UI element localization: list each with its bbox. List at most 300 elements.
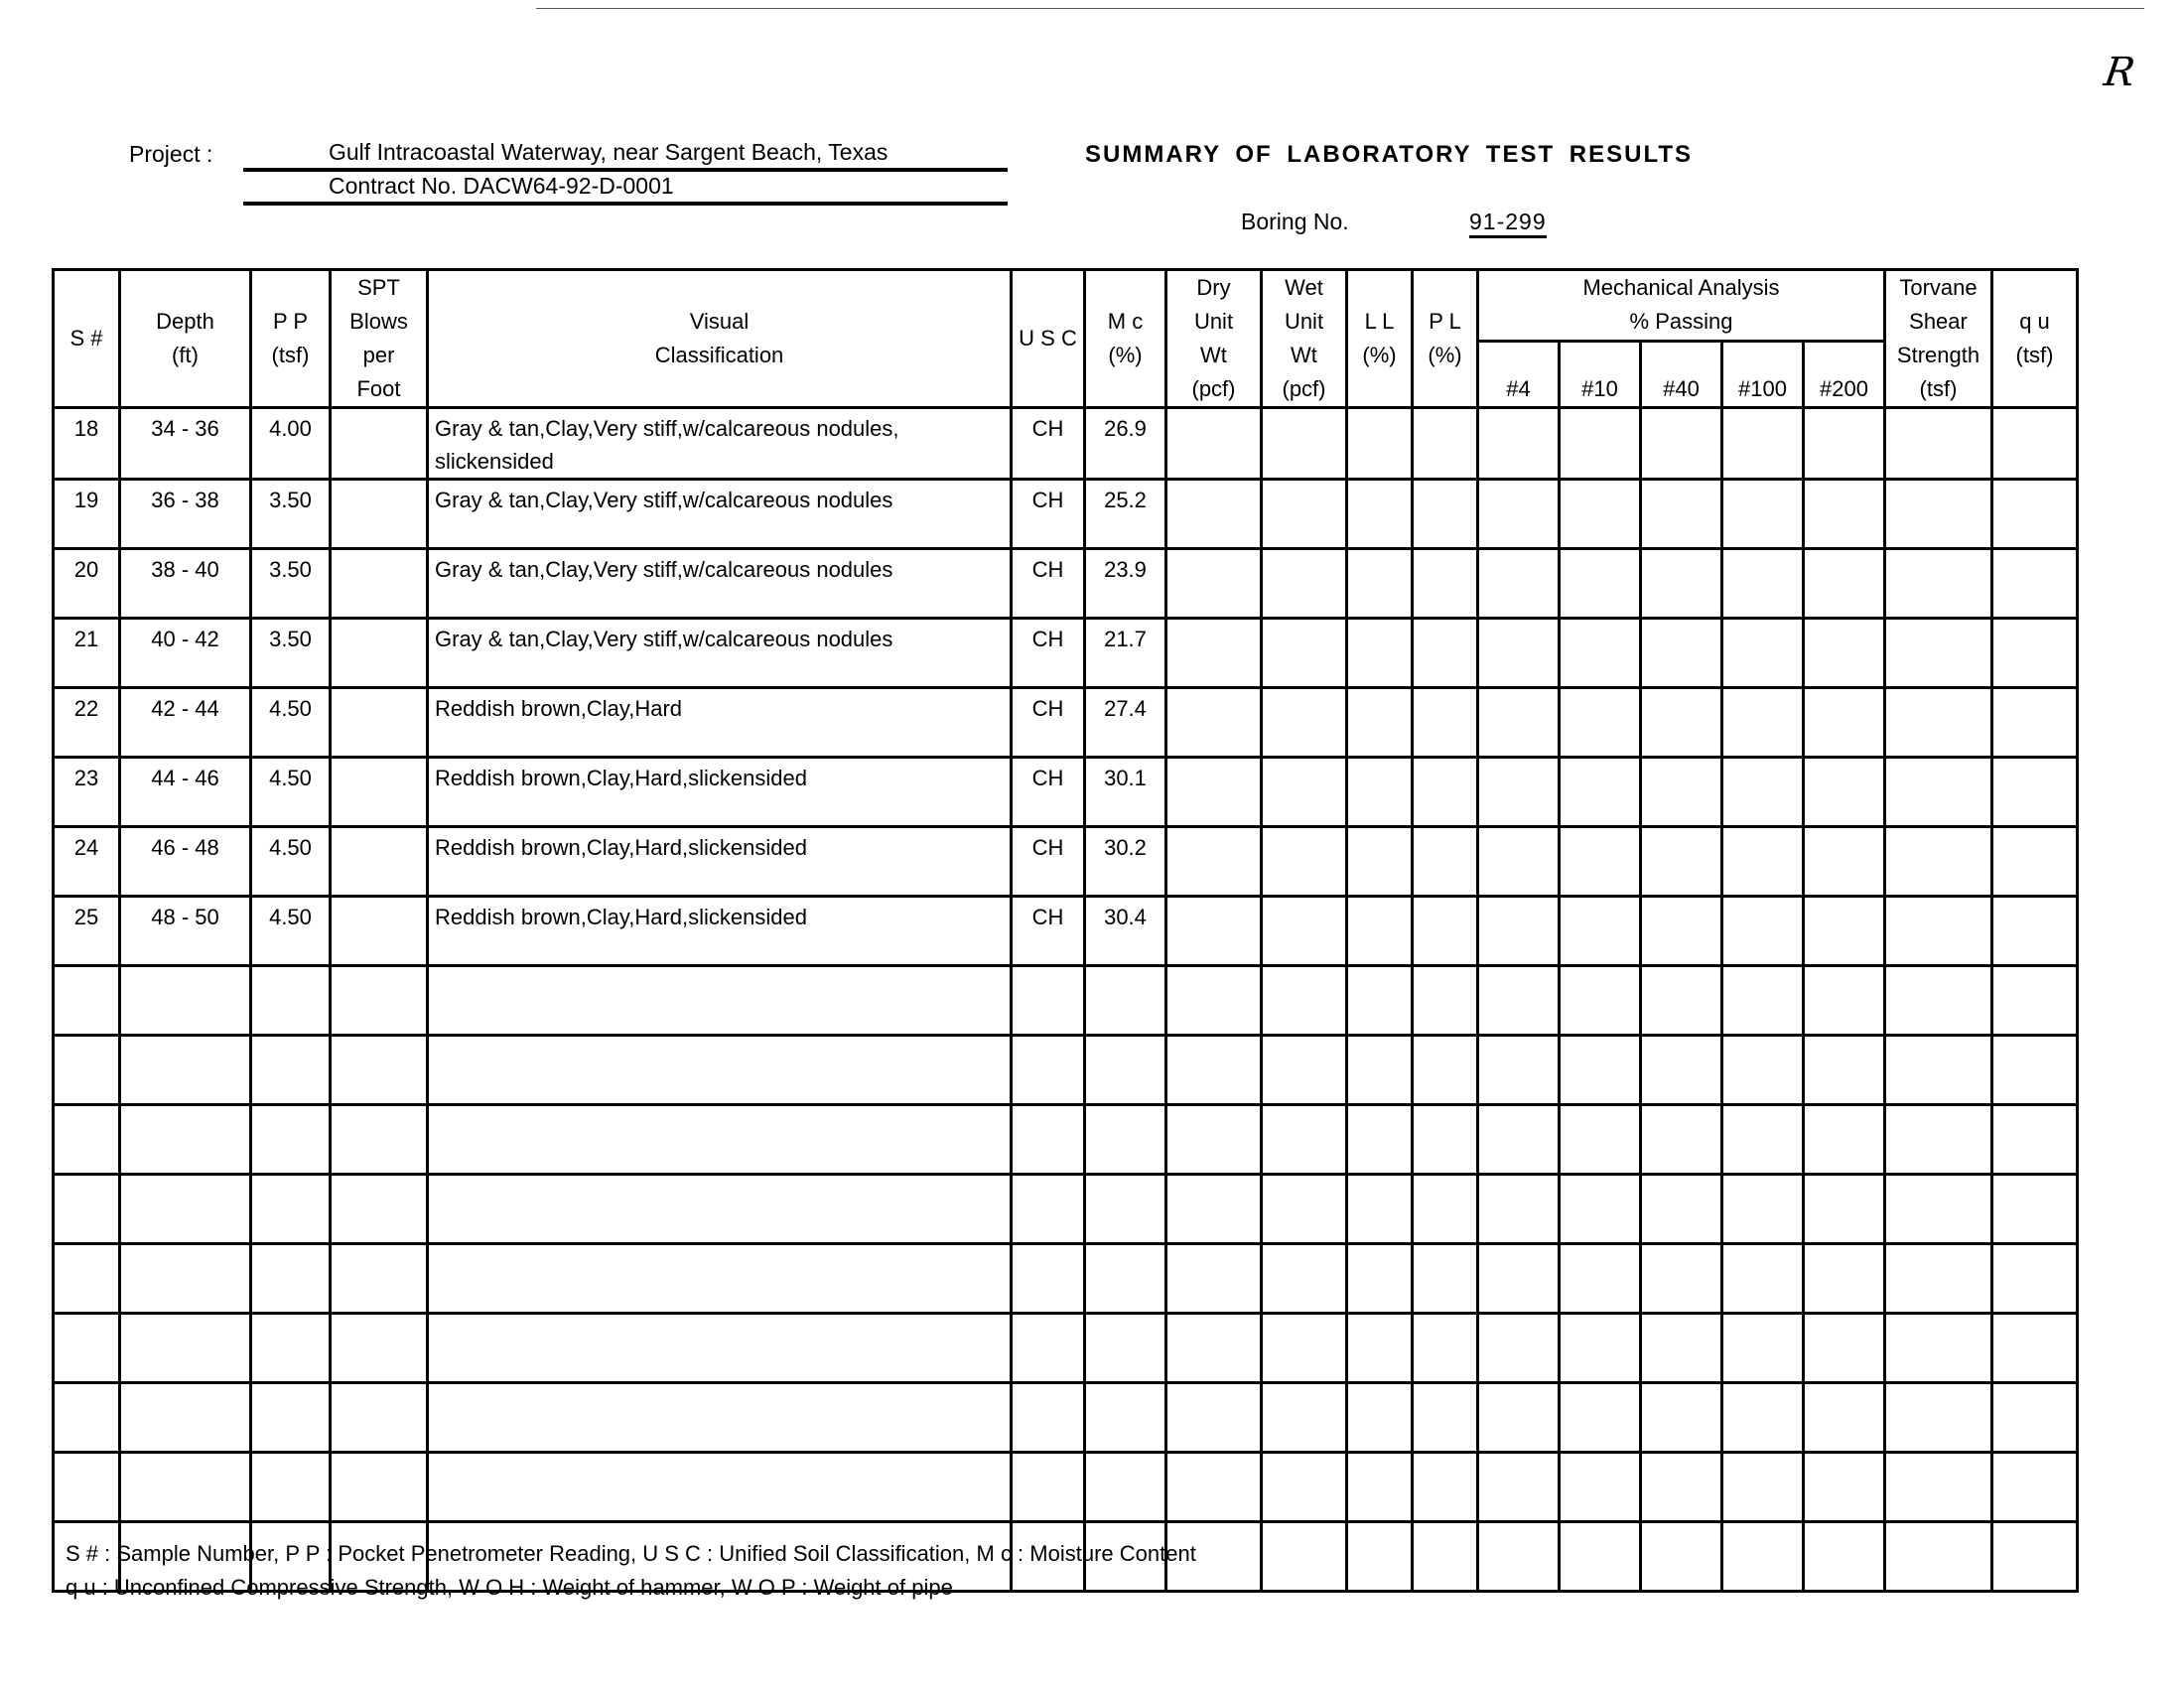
cell-empty — [428, 1175, 1012, 1244]
header-dry-unit-wt — [1166, 270, 1262, 408]
cell-empty — [251, 966, 331, 1036]
table-row-empty — [54, 1453, 2078, 1522]
header-pl — [1413, 270, 1478, 408]
cell-empty — [1262, 966, 1347, 1036]
cell-empty — [428, 1453, 1012, 1522]
cell-empty — [251, 1175, 331, 1244]
cell-empty — [1885, 619, 1992, 688]
cell-empty — [1560, 1105, 1641, 1175]
cell-empty — [1413, 758, 1478, 827]
footnote-abbreviations-2: q u : Unconfined Compressive Strength, W O H : Weight of hammer, W O P : Weight of pipe — [66, 1575, 953, 1600]
cell-empty — [1560, 1175, 1641, 1244]
cell-empty — [1641, 480, 1722, 549]
cell-empty — [1478, 408, 1560, 480]
table-row — [54, 688, 2078, 758]
cell-empty — [1413, 1244, 1478, 1314]
cell-empty — [1992, 966, 2078, 1036]
cell-empty — [1885, 480, 1992, 549]
cell-empty — [331, 1453, 428, 1522]
cell-empty — [1992, 897, 2078, 966]
header-pl-line: (%) — [1428, 343, 1462, 367]
cell-empty — [120, 1383, 251, 1453]
cell-empty — [251, 1105, 331, 1175]
cell-empty — [1413, 1453, 1478, 1522]
cell-empty — [1262, 688, 1347, 758]
cell-moisture-content: 23.9 — [1085, 549, 1166, 619]
header-wet-unit-wt — [1262, 270, 1347, 408]
cell-usc: CH — [1012, 688, 1085, 758]
cell-visual-classification: Gray & tan,Clay,Very stiff,w/calcareous nodules, slickensided — [428, 408, 1012, 480]
cell-empty — [1992, 1036, 2078, 1105]
cell-empty — [1804, 688, 1885, 758]
cell-empty — [428, 1105, 1012, 1175]
cell-empty — [1478, 1105, 1560, 1175]
cell-empty — [1885, 758, 1992, 827]
cell-visual-classification: Reddish brown,Clay,Hard,slickensided — [428, 897, 1012, 966]
cell-depth: 44 - 46 — [120, 758, 251, 827]
header-qu-line: q u — [2019, 309, 2050, 334]
cell-empty — [1641, 408, 1722, 480]
cell-empty — [1085, 1175, 1166, 1244]
project-name-line — [243, 139, 1008, 172]
cell-empty — [1012, 1175, 1085, 1244]
cell-empty — [1885, 827, 1992, 897]
header-torvane — [1885, 270, 1992, 408]
table-row-empty — [54, 1175, 2078, 1244]
cell-pocket-penetrometer: 3.50 — [251, 619, 331, 688]
cell-empty — [1804, 1453, 1885, 1522]
cell-empty — [1347, 1036, 1413, 1105]
cell-empty — [1641, 1314, 1722, 1383]
cell-visual-classification: Reddish brown,Clay,Hard — [428, 688, 1012, 758]
cell-pocket-penetrometer: 4.50 — [251, 688, 331, 758]
cell-empty — [1262, 1453, 1347, 1522]
cell-empty — [1992, 1453, 2078, 1522]
cell-empty — [1012, 1314, 1085, 1383]
cell-visual-classification: Gray & tan,Clay,Very stiff,w/calcareous nodules — [428, 549, 1012, 619]
cell-empty — [120, 1105, 251, 1175]
cell-empty — [1804, 897, 1885, 966]
cell-empty — [1560, 1383, 1641, 1453]
header-spt-line: per — [362, 343, 395, 367]
cell-empty — [1992, 1383, 2078, 1453]
cell-empty — [1413, 897, 1478, 966]
cell-empty — [1012, 1036, 1085, 1105]
cell-spt-blows — [331, 408, 428, 480]
cell-empty — [1166, 827, 1262, 897]
cell-pocket-penetrometer: 3.50 — [251, 480, 331, 549]
cell-usc: CH — [1012, 897, 1085, 966]
cell-empty — [428, 966, 1012, 1036]
cell-empty — [1166, 1105, 1262, 1175]
cell-empty — [1992, 1522, 2078, 1592]
header-mechanical-analysis-line: Mechanical Analysis — [1582, 275, 1780, 301]
header-torvane-line: (tsf) — [1919, 376, 1958, 401]
cell-empty — [1347, 897, 1413, 966]
table-row-empty — [54, 1105, 2078, 1175]
cell-empty — [1166, 1175, 1262, 1244]
header-spt-line: Blows — [349, 309, 408, 334]
cell-empty — [1722, 897, 1804, 966]
cell-empty — [54, 966, 120, 1036]
cell-empty — [1347, 1105, 1413, 1175]
cell-empty — [1992, 827, 2078, 897]
cell-spt-blows — [331, 480, 428, 549]
lab-results-table — [52, 268, 2079, 1593]
cell-empty — [1804, 827, 1885, 897]
cell-empty — [1012, 1383, 1085, 1453]
header-pl-line: P L — [1429, 309, 1461, 334]
cell-empty — [1885, 408, 1992, 480]
cell-usc: CH — [1012, 619, 1085, 688]
cell-empty — [1804, 549, 1885, 619]
cell-empty — [1641, 1175, 1722, 1244]
header-ll-line: L L — [1364, 309, 1395, 334]
cell-empty — [251, 1453, 331, 1522]
cell-empty — [1085, 1453, 1166, 1522]
cell-empty — [1722, 827, 1804, 897]
cell-empty — [1478, 1244, 1560, 1314]
cell-empty — [1992, 408, 2078, 480]
cell-empty — [1885, 1314, 1992, 1383]
cell-empty — [1262, 408, 1347, 480]
cell-empty — [1262, 1175, 1347, 1244]
table-row — [54, 549, 2078, 619]
cell-empty — [1992, 480, 2078, 549]
cell-pocket-penetrometer: 4.00 — [251, 408, 331, 480]
cell-empty — [1012, 1453, 1085, 1522]
cell-empty — [1560, 480, 1641, 549]
contract-number: Contract No. DACW64-92-D-0001 — [329, 173, 674, 199]
cell-empty — [251, 1383, 331, 1453]
header-ll — [1347, 270, 1413, 408]
document-title: SUMMARY OF LABORATORY TEST RESULTS — [1085, 141, 1694, 168]
table-row-empty — [54, 1244, 2078, 1314]
cell-visual-classification: Gray & tan,Clay,Very stiff,w/calcareous nodules — [428, 480, 1012, 549]
cell-empty — [1992, 619, 2078, 688]
cell-empty — [1804, 408, 1885, 480]
cell-sample-number: 23 — [54, 758, 120, 827]
header-sieve: #100 — [1722, 341, 1804, 408]
cell-empty — [1413, 827, 1478, 897]
cell-sample-number: 25 — [54, 897, 120, 966]
cell-empty — [1413, 1383, 1478, 1453]
cell-empty — [1722, 619, 1804, 688]
cell-empty — [1347, 1175, 1413, 1244]
cell-sample-number: 20 — [54, 549, 120, 619]
cell-empty — [1166, 758, 1262, 827]
cell-empty — [1641, 1105, 1722, 1175]
cell-empty — [1992, 1105, 2078, 1175]
header-spt — [331, 270, 428, 408]
cell-spt-blows — [331, 549, 428, 619]
table-row — [54, 408, 2078, 480]
cell-empty — [331, 1314, 428, 1383]
contract-line — [243, 173, 1008, 206]
header-depth — [120, 270, 251, 408]
table-row-empty — [54, 1314, 2078, 1383]
cell-empty — [1992, 758, 2078, 827]
header-spt-line: SPT — [357, 275, 400, 300]
cell-empty — [331, 966, 428, 1036]
handwritten-mark: R — [2101, 50, 2138, 95]
cell-empty — [1804, 1522, 1885, 1592]
cell-empty — [1478, 897, 1560, 966]
cell-moisture-content: 30.2 — [1085, 827, 1166, 897]
header-wet-unit-wt-line: Wet — [1285, 275, 1323, 300]
header-visual — [428, 270, 1012, 408]
cell-empty — [120, 966, 251, 1036]
table-row — [54, 619, 2078, 688]
header-usc: U S C — [1012, 270, 1085, 408]
cell-empty — [1413, 688, 1478, 758]
header-pp-line: (tsf) — [271, 343, 310, 367]
cell-empty — [428, 1036, 1012, 1105]
cell-empty — [1885, 549, 1992, 619]
cell-empty — [1641, 619, 1722, 688]
cell-empty — [1166, 1314, 1262, 1383]
header-mechanical-analysis — [1478, 270, 1885, 342]
cell-empty — [1641, 758, 1722, 827]
cell-sample-number: 22 — [54, 688, 120, 758]
cell-empty — [1413, 1522, 1478, 1592]
cell-empty — [1804, 1175, 1885, 1244]
cell-spt-blows — [331, 688, 428, 758]
cell-sample-number: 18 — [54, 408, 120, 480]
cell-empty — [1085, 1383, 1166, 1453]
cell-empty — [1722, 688, 1804, 758]
cell-sample-number: 19 — [54, 480, 120, 549]
header-dry-unit-wt-line: (pcf) — [1191, 376, 1236, 401]
cell-empty — [251, 1314, 331, 1383]
cell-empty — [1413, 966, 1478, 1036]
cell-empty — [1478, 827, 1560, 897]
header-visual-line: Visual — [689, 309, 750, 334]
cell-empty — [1722, 1314, 1804, 1383]
cell-empty — [331, 1383, 428, 1453]
cell-empty — [1641, 1522, 1722, 1592]
cell-empty — [1413, 408, 1478, 480]
cell-empty — [54, 1105, 120, 1175]
cell-usc: CH — [1012, 480, 1085, 549]
cell-empty — [1478, 1314, 1560, 1383]
cell-empty — [1560, 1314, 1641, 1383]
cell-empty — [1560, 827, 1641, 897]
cell-usc: CH — [1012, 549, 1085, 619]
cell-empty — [428, 1244, 1012, 1314]
table-row — [54, 480, 2078, 549]
cell-empty — [120, 1314, 251, 1383]
cell-empty — [1641, 1383, 1722, 1453]
header-dry-unit-wt-line: Dry — [1196, 275, 1231, 300]
cell-empty — [1722, 1453, 1804, 1522]
header-mechanical-analysis-line: % Passing — [1629, 309, 1733, 335]
cell-empty — [1641, 549, 1722, 619]
cell-empty — [1478, 549, 1560, 619]
cell-empty — [1722, 408, 1804, 480]
header-qu-line: (tsf) — [2015, 343, 2054, 367]
cell-sample-number: 24 — [54, 827, 120, 897]
cell-empty — [1885, 897, 1992, 966]
cell-empty — [1478, 1522, 1560, 1592]
cell-usc: CH — [1012, 758, 1085, 827]
cell-empty — [1885, 688, 1992, 758]
cell-empty — [1478, 1175, 1560, 1244]
cell-empty — [1262, 1383, 1347, 1453]
cell-empty — [1347, 1522, 1413, 1592]
cell-pocket-penetrometer: 4.50 — [251, 897, 331, 966]
cell-empty — [1347, 619, 1413, 688]
cell-empty — [1722, 549, 1804, 619]
cell-empty — [54, 1036, 120, 1105]
cell-empty — [1804, 1036, 1885, 1105]
header-mc-line: (%) — [1108, 343, 1143, 367]
project-name: Gulf Intracoastal Waterway, near Sargent Beach, Texas — [329, 139, 888, 165]
cell-empty — [1641, 966, 1722, 1036]
cell-empty — [1347, 1383, 1413, 1453]
cell-empty — [1262, 549, 1347, 619]
cell-empty — [428, 1383, 1012, 1453]
cell-empty — [1166, 1383, 1262, 1453]
cell-pocket-penetrometer: 4.50 — [251, 758, 331, 827]
cell-empty — [1885, 1244, 1992, 1314]
cell-empty — [1262, 480, 1347, 549]
cell-empty — [1722, 1036, 1804, 1105]
cell-empty — [1347, 1453, 1413, 1522]
cell-depth: 48 - 50 — [120, 897, 251, 966]
cell-empty — [1641, 1036, 1722, 1105]
cell-empty — [331, 1244, 428, 1314]
cell-empty — [1012, 966, 1085, 1036]
cell-empty — [1992, 1175, 2078, 1244]
cell-visual-classification: Reddish brown,Clay,Hard,slickensided — [428, 827, 1012, 897]
cell-empty — [1166, 480, 1262, 549]
cell-empty — [1560, 758, 1641, 827]
cell-empty — [1347, 758, 1413, 827]
cell-empty — [1085, 1244, 1166, 1314]
cell-moisture-content: 30.1 — [1085, 758, 1166, 827]
header-sieve: #10 — [1560, 341, 1641, 408]
cell-empty — [1885, 1036, 1992, 1105]
cell-empty — [120, 1036, 251, 1105]
header-sieve: #40 — [1641, 341, 1722, 408]
cell-empty — [120, 1453, 251, 1522]
header-mc-line: M c — [1107, 309, 1144, 334]
cell-empty — [54, 1383, 120, 1453]
boring-number: 91-299 — [1469, 209, 1547, 238]
cell-empty — [1262, 619, 1347, 688]
cell-empty — [1560, 1036, 1641, 1105]
boring-label: Boring No. — [1241, 209, 1349, 234]
cell-empty — [1262, 758, 1347, 827]
cell-moisture-content: 25.2 — [1085, 480, 1166, 549]
cell-empty — [120, 1175, 251, 1244]
cell-spt-blows — [331, 897, 428, 966]
cell-moisture-content: 26.9 — [1085, 408, 1166, 480]
header-depth-line: (ft) — [172, 343, 199, 367]
header-pp-line: P P — [272, 309, 309, 334]
cell-empty — [1560, 688, 1641, 758]
cell-empty — [1885, 966, 1992, 1036]
cell-empty — [1560, 1453, 1641, 1522]
cell-depth: 36 - 38 — [120, 480, 251, 549]
header-wet-unit-wt-line: Wt — [1291, 343, 1317, 367]
cell-empty — [1722, 1105, 1804, 1175]
cell-empty — [331, 1105, 428, 1175]
cell-empty — [1478, 1453, 1560, 1522]
cell-empty — [1992, 549, 2078, 619]
cell-empty — [1885, 1522, 1992, 1592]
cell-pocket-penetrometer: 3.50 — [251, 549, 331, 619]
cell-empty — [1347, 480, 1413, 549]
cell-empty — [1885, 1105, 1992, 1175]
table-row-empty — [54, 1036, 2078, 1105]
header-torvane-line: Torvane — [1899, 275, 1978, 300]
cell-empty — [1347, 688, 1413, 758]
header-sample: S # — [54, 270, 120, 408]
cell-sample-number: 21 — [54, 619, 120, 688]
cell-empty — [1262, 1244, 1347, 1314]
cell-empty — [54, 1314, 120, 1383]
cell-empty — [1085, 1105, 1166, 1175]
cell-empty — [1166, 1036, 1262, 1105]
cell-empty — [331, 1175, 428, 1244]
footnote-abbreviations-1: S # : Sample Number, P P : Pocket Penetrometer Reading, U S C : Unified Soil Classification, M c : Moisture Content — [66, 1541, 1196, 1566]
cell-spt-blows — [331, 619, 428, 688]
cell-empty — [1166, 688, 1262, 758]
cell-empty — [1804, 480, 1885, 549]
cell-empty — [1560, 549, 1641, 619]
cell-empty — [1722, 1522, 1804, 1592]
header-qu — [1992, 270, 2078, 408]
cell-depth: 46 - 48 — [120, 827, 251, 897]
cell-empty — [1641, 897, 1722, 966]
cell-empty — [1347, 827, 1413, 897]
cell-empty — [1413, 1036, 1478, 1105]
cell-usc: CH — [1012, 408, 1085, 480]
cell-empty — [1804, 966, 1885, 1036]
cell-empty — [1804, 1314, 1885, 1383]
header-spt-line: Foot — [356, 376, 401, 401]
cell-empty — [1560, 619, 1641, 688]
cell-empty — [1560, 408, 1641, 480]
cell-visual-classification: Reddish brown,Clay,Hard,slickensided — [428, 758, 1012, 827]
cell-depth: 34 - 36 — [120, 408, 251, 480]
cell-empty — [1262, 1036, 1347, 1105]
cell-empty — [1478, 1383, 1560, 1453]
cell-depth: 40 - 42 — [120, 619, 251, 688]
cell-empty — [1478, 480, 1560, 549]
cell-empty — [1413, 480, 1478, 549]
cell-empty — [1166, 619, 1262, 688]
table-row — [54, 758, 2078, 827]
cell-depth: 42 - 44 — [120, 688, 251, 758]
cell-moisture-content: 27.4 — [1085, 688, 1166, 758]
cell-empty — [1347, 1244, 1413, 1314]
cell-empty — [1166, 966, 1262, 1036]
cell-empty — [1085, 1036, 1166, 1105]
cell-empty — [1012, 1244, 1085, 1314]
cell-empty — [1722, 1175, 1804, 1244]
cell-empty — [1641, 688, 1722, 758]
cell-empty — [1478, 758, 1560, 827]
cell-spt-blows — [331, 827, 428, 897]
cell-empty — [1641, 1453, 1722, 1522]
cell-empty — [1722, 480, 1804, 549]
cell-moisture-content: 30.4 — [1085, 897, 1166, 966]
project-label: Project : — [129, 141, 213, 167]
cell-empty — [1722, 1383, 1804, 1453]
